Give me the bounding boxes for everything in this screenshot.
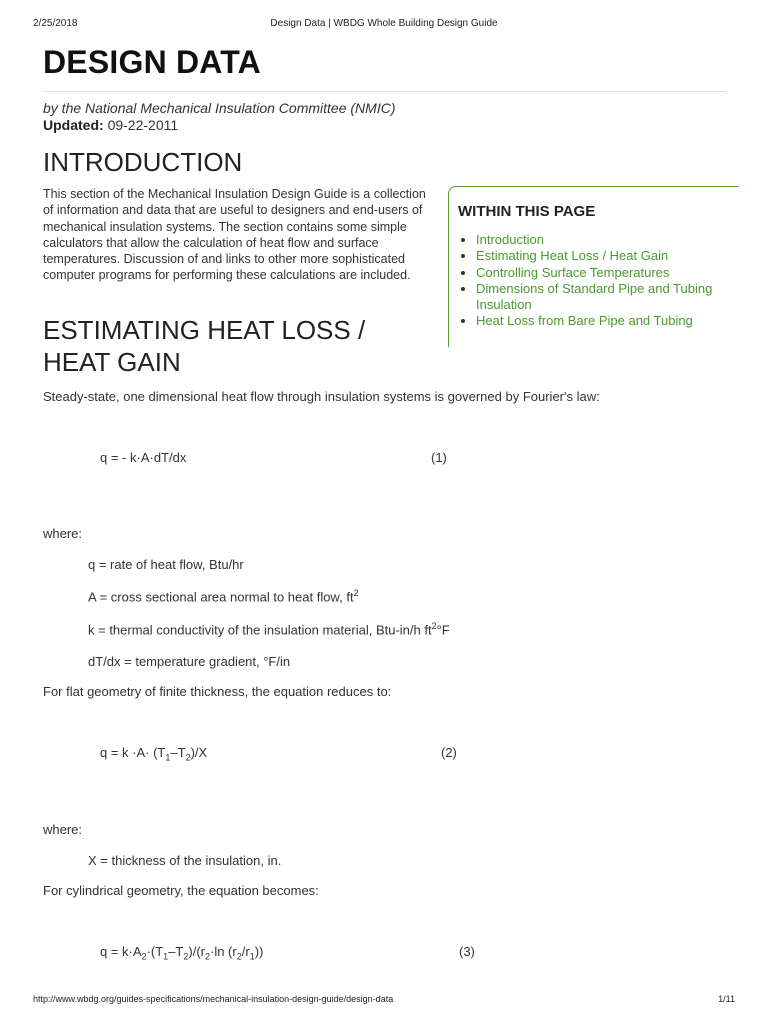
fourier-intro: Steady-state, one dimensional heat flow through insulation systems is governed by Fourier's law: [43, 389, 600, 404]
toc-link-pipe-dimensions[interactable]: Dimensions of Standard Pipe and Tubing Insulation [476, 280, 713, 313]
cylindrical-geometry-intro: For cylindrical geometry, the equation becomes: [43, 883, 319, 898]
flat-geometry-intro: For flat geometry of finite thickness, the equation reduces to: [43, 684, 392, 699]
where-label: where: [43, 526, 83, 541]
toc-list [458, 232, 736, 330]
toc-link-surface-temperatures[interactable]: Controlling Surface Temperatures [476, 264, 670, 280]
equation-1: q = - k·A·dT/dx [100, 450, 187, 465]
updated-date: 09-22-2011 [107, 117, 179, 133]
definition-q: q = rate of heat flow, Btu/hr [88, 557, 244, 572]
definition-k: k = thermal conductivity of the insulation material, Btu-in/h $ft^2^\circ F$ [88, 621, 450, 638]
byline: by the National Mechanical Insulation Committee (NMIC) [43, 100, 396, 116]
title-divider [43, 91, 726, 92]
equation-3-number: (3) [459, 944, 475, 959]
updated-line [43, 117, 178, 133]
toc-item [476, 265, 736, 281]
equation-2: $q = k \cdot A\cdot (T_1-T_2)/X$ [100, 745, 208, 763]
definition-x: X = thickness of the insulation, in. [88, 853, 282, 868]
equation-1-number: (1) [431, 450, 447, 465]
where-label-2: where: [43, 822, 83, 837]
print-footer-url: http://www.wbdg.org/guides-specifications/mechanical-insulation-design-guide/design-data [33, 994, 394, 1004]
updated-label: Updated: [43, 117, 104, 133]
definition-dt-dx: dT/dx = temperature gradient, °F/in [88, 654, 291, 669]
toc-item [476, 232, 736, 248]
equation-2-number: (2) [441, 745, 457, 760]
toc-heading: WITHIN THIS PAGE [458, 203, 596, 220]
toc-item [476, 313, 736, 329]
toc-link-bare-pipe[interactable]: Heat Loss from Bare Pipe and Tubing [476, 313, 693, 329]
toc-link-introduction[interactable]: Introduction [476, 232, 544, 247]
introduction-text: This section of the Mechanical Insulation Design Guide is a collection of information and data that are useful to designers and end-users of mechanical insulation systems. The section contains some simple calculators that allow the calculation of heat flow and surface temperatures. Discussion of and links to other more sophisticated computer programs for performing these calculations are included. [43, 187, 426, 283]
toc-item [476, 281, 736, 314]
toc-item [476, 248, 736, 264]
print-date: 2/25/2018 [33, 18, 78, 29]
introduction-heading: INTRODUCTION [43, 147, 243, 177]
toc-link-heat-loss[interactable]: Estimating Heat Loss / Heat Gain [476, 248, 669, 264]
print-page-number: 1/11 [718, 994, 735, 1004]
print-header-title: Design Data | WBDG Whole Building Design Guide [270, 18, 498, 29]
page-title: DESIGN DATA [43, 44, 261, 80]
definition-a: A = cross sectional area normal to heat flow, $ft^2$ [88, 588, 359, 605]
equation-3: $q = k\cdot A_2\cdot(T_1-T_2)/(r_2\cdot\ln$ $(r_2/r_1)$) [100, 944, 264, 962]
heat-loss-heading: ESTIMATING HEAT LOSS / HEAT GAIN [43, 315, 366, 377]
